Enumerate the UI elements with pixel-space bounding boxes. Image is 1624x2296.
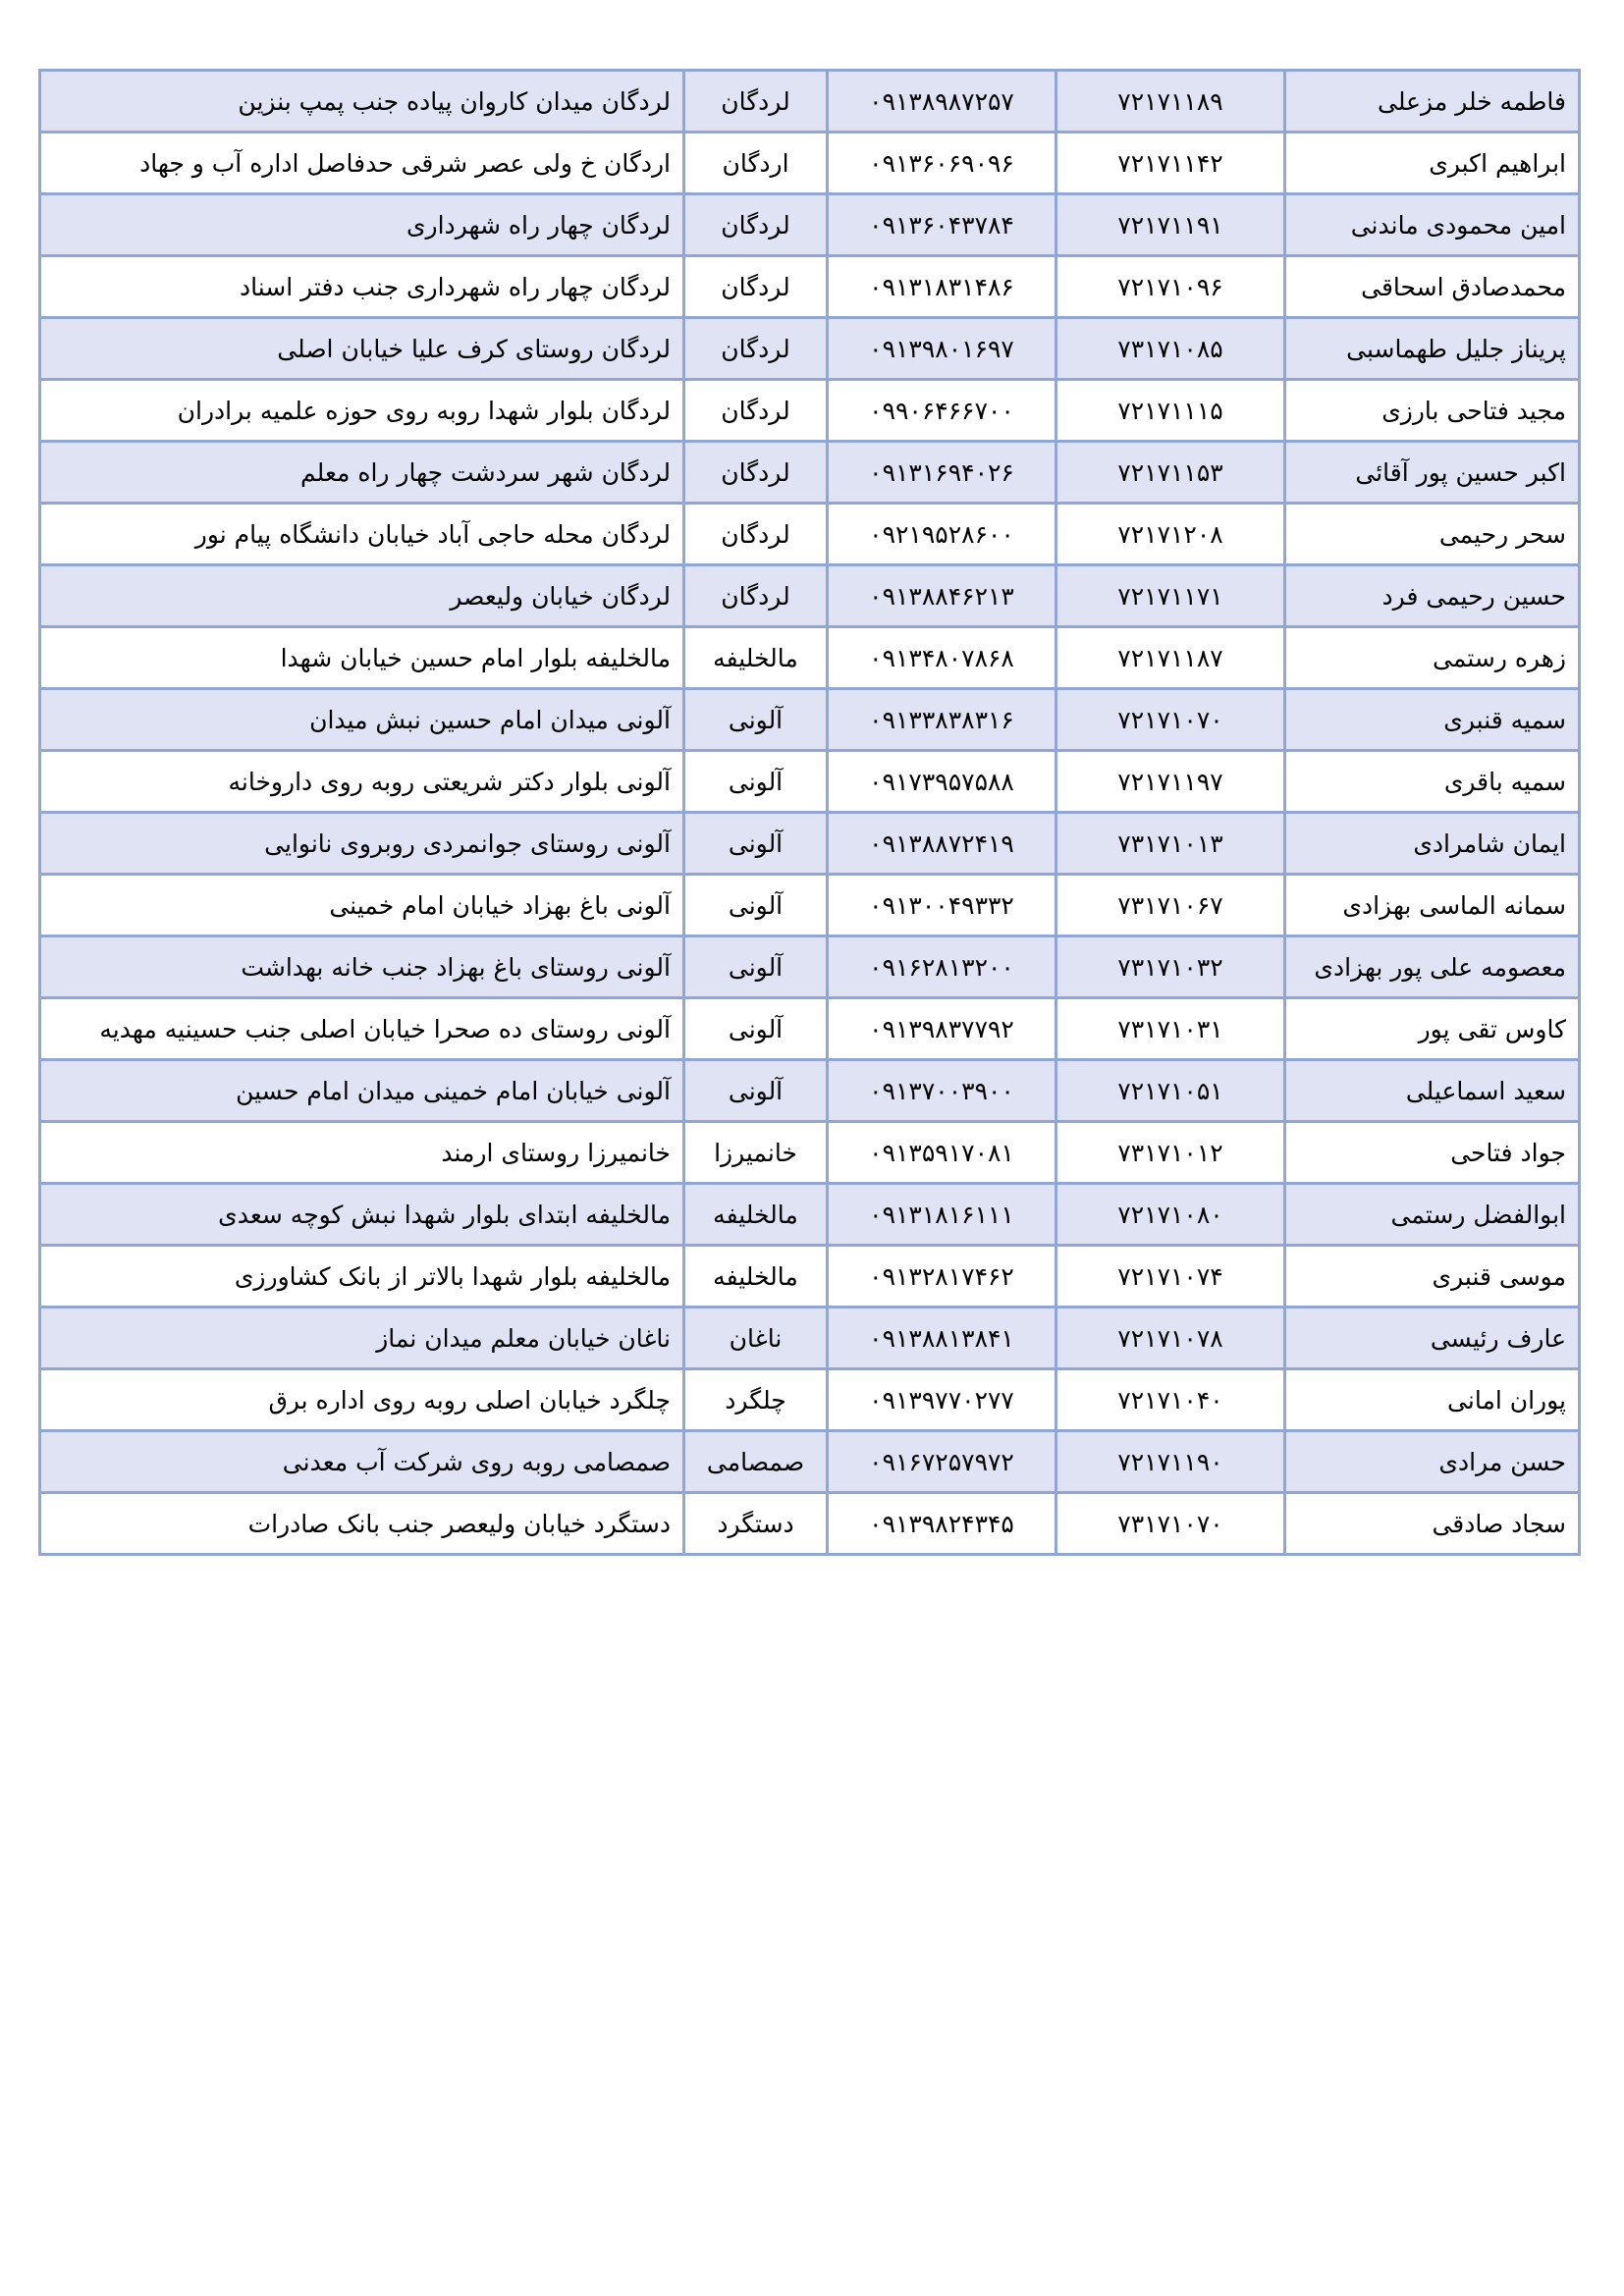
cell-address: مالخلیفه ابتدای بلوار شهدا نبش کوچه سعدی (40, 1184, 684, 1246)
table-row (40, 565, 1580, 627)
cell-code: ۷۳۱۷۱۰۷۰ (1056, 1493, 1285, 1555)
cell-mobile: ۰۹۱۷۳۹۵۷۵۸۸ (828, 751, 1056, 813)
cell-name: جواد فتاحی (1285, 1122, 1580, 1184)
table-row (40, 318, 1580, 380)
cell-city: آلونی (684, 1060, 828, 1122)
cell-name: ایمان شامرادی (1285, 813, 1580, 875)
table-row (40, 875, 1580, 936)
cell-city: مالخلیفه (684, 1246, 828, 1308)
cell-city: آلونی (684, 689, 828, 751)
cell-code: ۷۲۱۷۱۰۵۱ (1056, 1060, 1285, 1122)
cell-address: صمصامی روبه روی شرکت آب معدنی (40, 1431, 684, 1493)
cell-code: ۷۳۱۷۱۰۳۱ (1056, 998, 1285, 1060)
table-row (40, 1369, 1580, 1431)
cell-city: آلونی (684, 998, 828, 1060)
cell-address: مالخلیفه بلوار امام حسین خیابان شهدا (40, 627, 684, 689)
table-row (40, 1060, 1580, 1122)
cell-mobile: ۰۹۱۳۵۹۱۷۰۸۱ (828, 1122, 1056, 1184)
cell-code: ۷۲۱۷۱۲۰۸ (1056, 504, 1285, 565)
cell-address: لردگان بلوار شهدا روبه روی حوزه علمیه برادران (40, 380, 684, 442)
cell-city: لردگان (684, 442, 828, 504)
cell-code: ۷۲۱۷۱۱۸۹ (1056, 71, 1285, 133)
cell-name: حسین رحیمی فرد (1285, 565, 1580, 627)
cell-city: مالخلیفه (684, 627, 828, 689)
cell-code: ۷۲۱۷۱۱۹۷ (1056, 751, 1285, 813)
cell-code: ۷۳۱۷۱۰۳۲ (1056, 936, 1285, 998)
table-row (40, 1122, 1580, 1184)
table-row (40, 627, 1580, 689)
cell-mobile: ۰۹۱۶۲۸۱۳۲۰۰ (828, 936, 1056, 998)
cell-address: دستگرد خیابان ولیعصر جنب بانک صادرات (40, 1493, 684, 1555)
cell-mobile: ۰۹۱۳۱۸۳۱۴۸۶ (828, 256, 1056, 318)
cell-name: کاوس تقی پور (1285, 998, 1580, 1060)
cell-address: لردگان خیابان ولیعصر (40, 565, 684, 627)
cell-city: لردگان (684, 71, 828, 133)
table-row (40, 936, 1580, 998)
cell-name: پریناز جلیل طهماسبی (1285, 318, 1580, 380)
table-row (40, 1184, 1580, 1246)
table-row (40, 442, 1580, 504)
cell-code: ۷۳۱۷۱۰۶۷ (1056, 875, 1285, 936)
cell-city: آلونی (684, 751, 828, 813)
cell-mobile: ۰۹۱۳۸۸۴۶۲۱۳ (828, 565, 1056, 627)
cell-mobile: ۰۹۱۳۹۷۷۰۲۷۷ (828, 1369, 1056, 1431)
cell-name: موسی قنبری (1285, 1246, 1580, 1308)
cell-address: لردگان محله حاجی آباد خیابان دانشگاه پیام نور (40, 504, 684, 565)
table-row (40, 133, 1580, 194)
cell-city: لردگان (684, 380, 828, 442)
table-row (40, 504, 1580, 565)
cell-mobile: ۰۹۱۳۰۰۴۹۳۳۲ (828, 875, 1056, 936)
table-row (40, 1431, 1580, 1493)
cell-name: سمیه باقری (1285, 751, 1580, 813)
cell-name: ابوالفضل رستمی (1285, 1184, 1580, 1246)
cell-address: مالخلیفه بلوار شهدا بالاتر از بانک کشاورزی (40, 1246, 684, 1308)
cell-address: خانمیرزا روستای ارمند (40, 1122, 684, 1184)
table-row (40, 998, 1580, 1060)
table-row (40, 751, 1580, 813)
cell-code: ۷۲۱۷۱۱۵۳ (1056, 442, 1285, 504)
cell-name: ابراهیم اکبری (1285, 133, 1580, 194)
cell-mobile: ۰۹۱۳۱۶۹۴۰۲۶ (828, 442, 1056, 504)
cell-name: سمیه قنبری (1285, 689, 1580, 751)
cell-code: ۷۲۱۷۱۰۷۰ (1056, 689, 1285, 751)
contact-table-body (40, 71, 1580, 1555)
cell-city: آلونی (684, 936, 828, 998)
cell-city: لردگان (684, 504, 828, 565)
cell-name: سمانه الماسی بهزادی (1285, 875, 1580, 936)
table-row (40, 1308, 1580, 1369)
table-row (40, 1493, 1580, 1555)
cell-mobile: ۰۹۱۳۹۸۰۱۶۹۷ (828, 318, 1056, 380)
cell-city: آلونی (684, 813, 828, 875)
table-row (40, 813, 1580, 875)
cell-mobile: ۰۹۱۳۹۸۲۴۳۴۵ (828, 1493, 1056, 1555)
cell-name: مجید فتاحی بارزی (1285, 380, 1580, 442)
cell-mobile: ۰۹۱۳۹۸۳۷۷۹۲ (828, 998, 1056, 1060)
cell-code: ۷۲۱۷۱۱۷۱ (1056, 565, 1285, 627)
cell-code: ۷۳۱۷۱۰۱۳ (1056, 813, 1285, 875)
cell-city: لردگان (684, 565, 828, 627)
cell-code: ۷۳۱۷۱۰۸۵ (1056, 318, 1285, 380)
cell-address: اردگان خ ولی عصر شرقی حدفاصل اداره آب و جهاد (40, 133, 684, 194)
cell-name: عارف رئیسی (1285, 1308, 1580, 1369)
cell-code: ۷۲۱۷۱۱۴۲ (1056, 133, 1285, 194)
cell-mobile: ۰۹۱۳۷۰۰۳۹۰۰ (828, 1060, 1056, 1122)
cell-address: آلونی میدان امام حسین نبش میدان (40, 689, 684, 751)
cell-address: آلونی روستای ده صحرا خیابان اصلی جنب حسینیه مهدیه (40, 998, 684, 1060)
cell-address: آلونی روستای باغ بهزاد جنب خانه بهداشت (40, 936, 684, 998)
cell-name: سعید اسماعیلی (1285, 1060, 1580, 1122)
cell-mobile: ۰۹۱۳۴۸۰۷۸۶۸ (828, 627, 1056, 689)
table-row (40, 256, 1580, 318)
cell-code: ۷۲۱۷۱۱۸۷ (1056, 627, 1285, 689)
table-row (40, 1246, 1580, 1308)
cell-name: زهره رستمی (1285, 627, 1580, 689)
cell-name: اکبر حسین پور آقائی (1285, 442, 1580, 504)
cell-city: خانمیرزا (684, 1122, 828, 1184)
cell-mobile: ۰۹۱۳۲۸۱۷۴۶۲ (828, 1246, 1056, 1308)
cell-name: پوران امانی (1285, 1369, 1580, 1431)
cell-code: ۷۲۱۷۱۱۹۱ (1056, 194, 1285, 256)
cell-city: لردگان (684, 256, 828, 318)
cell-city: اردگان (684, 133, 828, 194)
cell-mobile: ۰۹۱۳۶۰۶۹۰۹۶ (828, 133, 1056, 194)
cell-code: ۷۲۱۷۱۱۱۵ (1056, 380, 1285, 442)
cell-code: ۷۲۱۷۱۰۸۰ (1056, 1184, 1285, 1246)
table-row (40, 380, 1580, 442)
cell-name: سحر رحیمی (1285, 504, 1580, 565)
cell-code: ۷۲۱۷۱۰۷۴ (1056, 1246, 1285, 1308)
cell-code: ۷۳۱۷۱۰۱۲ (1056, 1122, 1285, 1184)
cell-city: صمصامی (684, 1431, 828, 1493)
cell-city: لردگان (684, 194, 828, 256)
cell-name: امین محمودی ماندنی (1285, 194, 1580, 256)
cell-city: مالخلیفه (684, 1184, 828, 1246)
cell-name: سجاد صادقی (1285, 1493, 1580, 1555)
cell-name: معصومه علی پور بهزادی (1285, 936, 1580, 998)
cell-code: ۷۲۱۷۱۰۹۶ (1056, 256, 1285, 318)
table-row (40, 194, 1580, 256)
cell-address: ناغان خیابان معلم میدان نماز (40, 1308, 684, 1369)
cell-mobile: ۰۹۹۰۶۴۶۶۷۰۰ (828, 380, 1056, 442)
cell-address: لردگان میدان کاروان پیاده جنب پمپ بنزین (40, 71, 684, 133)
cell-city: ناغان (684, 1308, 828, 1369)
cell-address: لردگان روستای کرف علیا خیابان اصلی (40, 318, 684, 380)
cell-code: ۷۲۱۷۱۱۹۰ (1056, 1431, 1285, 1493)
cell-mobile: ۰۹۱۳۸۸۱۳۸۴۱ (828, 1308, 1056, 1369)
cell-mobile: ۰۹۱۳۸۹۸۷۲۵۷ (828, 71, 1056, 133)
cell-address: لردگان چهار راه شهرداری (40, 194, 684, 256)
cell-city: دستگرد (684, 1493, 828, 1555)
cell-name: فاطمه خلر مزعلی (1285, 71, 1580, 133)
cell-address: چلگرد خیابان اصلی روبه روی اداره برق (40, 1369, 684, 1431)
cell-address: لردگان شهر سردشت چهار راه معلم (40, 442, 684, 504)
cell-code: ۷۲۱۷۱۰۴۰ (1056, 1369, 1285, 1431)
cell-mobile: ۰۹۱۶۷۲۵۷۹۷۲ (828, 1431, 1056, 1493)
cell-code: ۷۲۱۷۱۰۷۸ (1056, 1308, 1285, 1369)
cell-name: حسن مرادی (1285, 1431, 1580, 1493)
table-row (40, 71, 1580, 133)
cell-address: لردگان چهار راه شهرداری جنب دفتر اسناد (40, 256, 684, 318)
cell-mobile: ۰۹۲۱۹۵۲۸۶۰۰ (828, 504, 1056, 565)
cell-address: آلونی باغ بهزاد خیابان امام خمینی (40, 875, 684, 936)
cell-address: آلونی خیابان امام خمینی میدان امام حسین (40, 1060, 684, 1122)
contact-table (38, 69, 1581, 1556)
cell-address: آلونی بلوار دکتر شریعتی روبه روی داروخانه (40, 751, 684, 813)
cell-mobile: ۰۹۱۳۱۸۱۶۱۱۱ (828, 1184, 1056, 1246)
table-row (40, 689, 1580, 751)
cell-city: لردگان (684, 318, 828, 380)
cell-address: آلونی روستای جوانمردی روبروی نانوایی (40, 813, 684, 875)
cell-mobile: ۰۹۱۳۸۸۷۲۴۱۹ (828, 813, 1056, 875)
cell-city: چلگرد (684, 1369, 828, 1431)
cell-mobile: ۰۹۱۳۶۰۴۳۷۸۴ (828, 194, 1056, 256)
cell-name: محمدصادق اسحاقی (1285, 256, 1580, 318)
cell-mobile: ۰۹۱۳۳۸۳۸۳۱۶ (828, 689, 1056, 751)
cell-city: آلونی (684, 875, 828, 936)
